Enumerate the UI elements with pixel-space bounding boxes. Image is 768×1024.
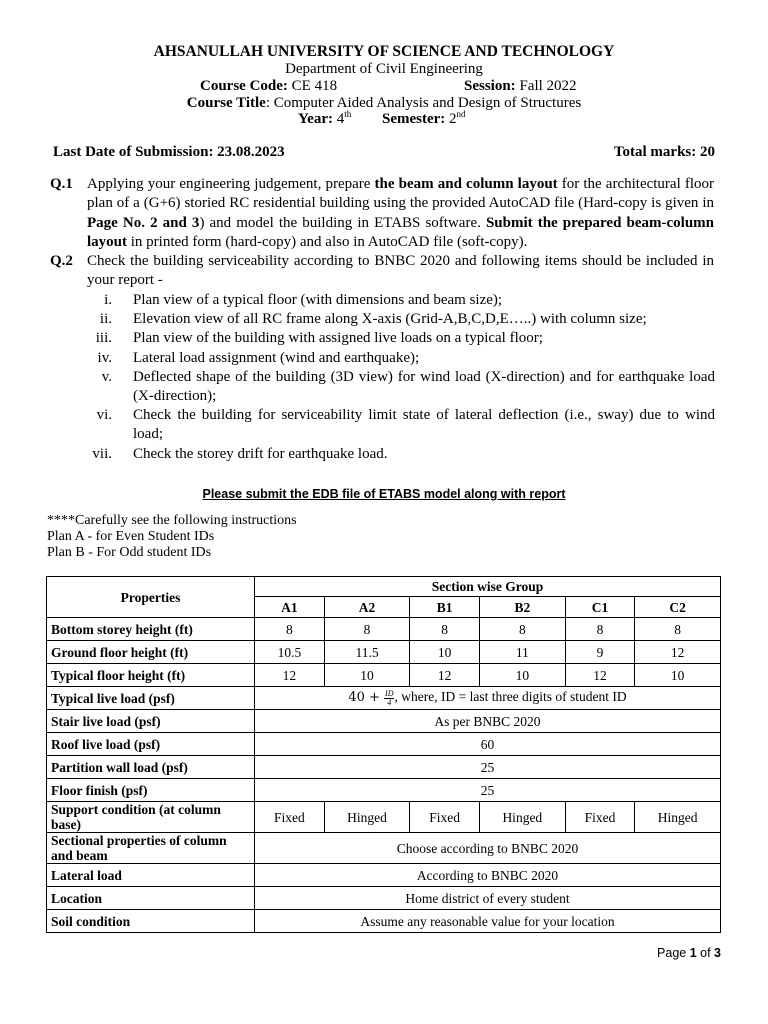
q2-label: Q.2: [50, 253, 73, 269]
year-sup: th: [344, 109, 352, 119]
q1-bold-2: Page No. 2 and 3: [87, 214, 200, 231]
table-cell: 12: [410, 664, 480, 687]
table-cell: 9: [565, 641, 635, 664]
table-cell: Fixed: [255, 802, 325, 833]
row-label: Typical live load (psf): [47, 687, 255, 710]
table-cell: 10: [480, 664, 566, 687]
table-cell: 8: [410, 618, 480, 641]
semester-sup: nd: [456, 109, 466, 119]
list-item-text: Plan view of the building with assigned live loads on a typical floor;: [133, 330, 543, 346]
table-row: [47, 779, 721, 802]
table-cell: 8: [480, 618, 566, 641]
table-cell: 8: [255, 618, 325, 641]
group-label: A2: [324, 597, 410, 618]
list-item-number: ii.: [99, 311, 112, 327]
q1-part-2: for the architectural floor plan of a (G+6) storied RC residential building using the provided AutoCAD file (Hard-copy is given in: [87, 176, 715, 212]
group-label: A1: [255, 597, 325, 618]
semester-label: Semester:: [382, 111, 446, 127]
page-number-prefix: Page: [657, 946, 690, 960]
edb-submission-notice: Please submit the EDB file of ETABS model along with report: [202, 487, 566, 501]
list-item-number: v.: [101, 369, 112, 385]
row-label: Support condition (at column base): [47, 802, 255, 833]
table-cell: 11: [480, 641, 566, 664]
table-row: [47, 887, 721, 910]
table-row: [47, 864, 721, 887]
session-label: Session:: [464, 78, 516, 94]
table-cell: 25: [255, 779, 721, 802]
table-cell: 11.5: [324, 641, 410, 664]
list-item-number: iv.: [97, 350, 112, 366]
q1-part-4: in printed form (hard-copy) and also in AutoCAD file (soft-copy).: [127, 233, 528, 250]
page-number-total: 3: [714, 946, 721, 960]
table-row: [47, 641, 721, 664]
instruction-line: Plan B - For Odd student IDs: [47, 545, 212, 560]
year-label: Year:: [298, 111, 333, 127]
list-item-text: Deflected shape of the building (3D view) for wind load (X-direction) and for earthquake load (X-direction);: [133, 369, 715, 405]
group-header: Section wise Group: [255, 577, 721, 597]
table-cell: 8: [324, 618, 410, 641]
fraction-denominator: 4: [387, 697, 392, 707]
row-label: Location: [47, 887, 255, 910]
row-label: Sectional properties of column and beam: [47, 833, 255, 864]
row-label: Typical floor height (ft): [47, 664, 255, 687]
table-cell: 10: [410, 641, 480, 664]
table-cell: Hinged: [480, 802, 566, 833]
list-item-text: Lateral load assignment (wind and earthquake);: [133, 350, 420, 366]
section-group-table: [46, 576, 721, 933]
semester: 2: [449, 111, 457, 127]
list-item-text: Plan view of a typical floor (with dimensions and beam size);: [133, 292, 503, 308]
group-label: C1: [565, 597, 635, 618]
formula-fraction: [384, 690, 394, 707]
row-label: Roof live load (psf): [47, 733, 255, 756]
row-label: Bottom storey height (ft): [47, 618, 255, 641]
list-item-number: vii.: [92, 446, 112, 462]
table-cell: 10: [324, 664, 410, 687]
table-header-row: [47, 577, 721, 597]
q1-text: [87, 175, 714, 252]
table-cell: 60: [255, 733, 721, 756]
course-title: : Computer Aided Analysis and Design of Structures: [265, 95, 582, 111]
table-cell: 12: [565, 664, 635, 687]
formula-rest: , where, ID = last three digits of student ID: [394, 689, 627, 705]
list-item-number: vi.: [96, 407, 112, 423]
row-label: Floor finish (psf): [47, 779, 255, 802]
fraction-numerator: ID: [385, 688, 394, 698]
list-item-text: Check the building for serviceability limit state of lateral deflection (i.e., sway) due to wind load;: [133, 407, 715, 443]
instruction-line: ****Carefully see the following instructions: [47, 513, 297, 528]
group-label: B2: [480, 597, 566, 618]
table-cell: As per BNBC 2020: [255, 710, 721, 733]
q1-bold-1: the beam and column layout: [374, 176, 558, 192]
table-cell: According to BNBC 2020: [255, 864, 721, 887]
table-cell: Choose according to BNBC 2020: [255, 833, 721, 864]
list-item-text: Elevation view of all RC frame along X-axis (Grid-A,B,C,D,E…..) with column size;: [133, 311, 647, 327]
session: Fall 2022: [519, 78, 577, 94]
row-label: Partition wall load (psf): [47, 756, 255, 779]
table-row: [47, 664, 721, 687]
table-row: [47, 756, 721, 779]
total-marks: Total marks: 20: [613, 144, 715, 160]
group-label: B1: [410, 597, 480, 618]
row-label: Lateral load: [47, 864, 255, 887]
course-title-line: [0, 95, 768, 112]
group-label: C2: [635, 597, 721, 618]
course-code-label: Course Code:: [200, 78, 288, 94]
table-cell: Assume any reasonable value for your location: [255, 910, 721, 933]
table-cell: 25: [255, 756, 721, 779]
table-cell: 10.5: [255, 641, 325, 664]
table-cell: Home district of every student: [255, 887, 721, 910]
table-row: [47, 833, 721, 864]
list-item-number: i.: [104, 292, 112, 308]
row-label: Soil condition: [47, 910, 255, 933]
instruction-line: Plan A - for Even Student IDs: [47, 529, 215, 544]
q1-label: Q.1: [50, 176, 73, 192]
table-cell: 12: [635, 641, 721, 664]
q1-part-1: Applying your engineering judgement, prepare: [87, 176, 375, 192]
q2-text: Check the building serviceability according to BNBC 2020 and following items should be included in your report -: [87, 253, 714, 289]
properties-header: Properties: [47, 577, 255, 618]
q1-part-3: ) and model the building in ETABS software.: [199, 214, 486, 231]
table-row: [47, 710, 721, 733]
q1-bold-3: Submit the prepared beam-column layout: [87, 214, 714, 250]
table-row: [47, 618, 721, 641]
table-cell: 8: [635, 618, 721, 641]
page-number-current: 1: [689, 946, 697, 960]
table-row: [47, 910, 721, 933]
live-load-formula: [255, 687, 721, 710]
course-code: CE 418: [291, 78, 338, 94]
table-cell: 12: [255, 664, 325, 687]
table-cell: Hinged: [324, 802, 410, 833]
row-label: Stair live load (psf): [47, 710, 255, 733]
year: 4: [336, 111, 345, 127]
table-cell: 10: [635, 664, 721, 687]
table-cell: Fixed: [410, 802, 480, 833]
list-item-number: iii.: [95, 330, 112, 346]
formula-base: 40 +: [348, 690, 385, 706]
table-cell: Hinged: [635, 802, 721, 833]
table-row: [47, 687, 721, 710]
last-submission-date: Last Date of Submission: 23.08.2023: [53, 144, 285, 160]
page-number-of: of: [696, 946, 715, 960]
table-row: [47, 733, 721, 756]
row-label: Ground floor height (ft): [47, 641, 255, 664]
table-row: [47, 802, 721, 833]
page-number: [657, 946, 721, 960]
department-name: Department of Civil Engineering: [285, 61, 483, 77]
table-cell: 8: [565, 618, 635, 641]
list-item-text: Check the storey drift for earthquake load.: [133, 446, 388, 462]
course-title-label: Course Title: [186, 95, 266, 111]
table-cell: Fixed: [565, 802, 635, 833]
university-name: AHSANULLAH UNIVERSITY OF SCIENCE AND TECHNOLOGY: [153, 43, 615, 60]
